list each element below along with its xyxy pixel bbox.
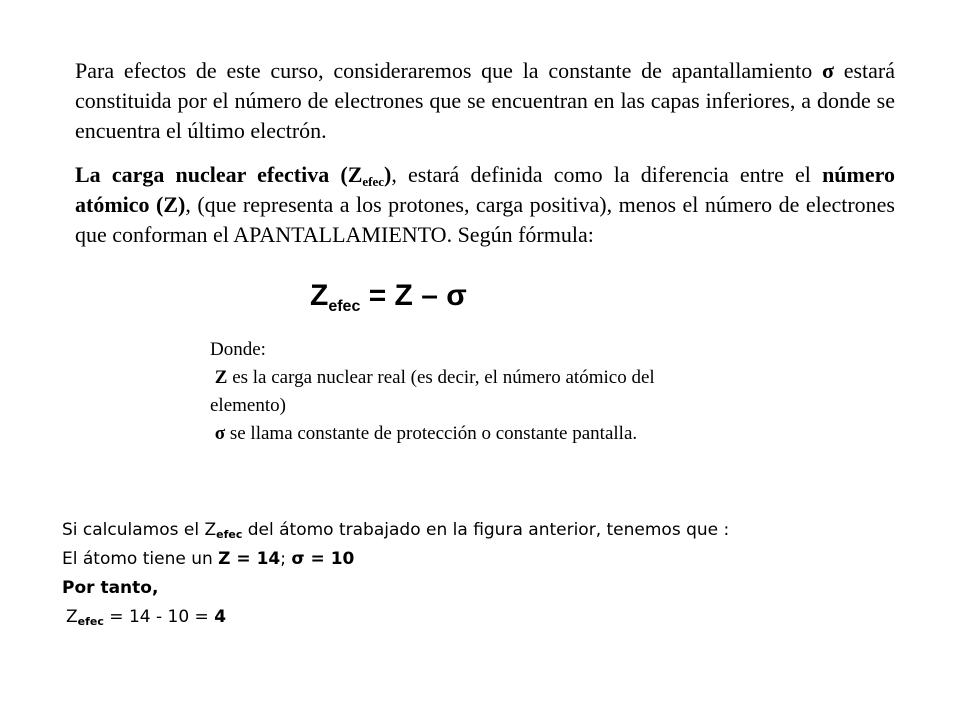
paragraph1-text-b: estará constituida por el número de electrones que se encuentran en las capas inferiores, a donde se encuentra el último electrón. — [75, 58, 895, 143]
definitions-heading: Donde: — [210, 339, 266, 360]
definition-z — [210, 364, 670, 420]
calc-line1-text-b: del átomo trabajado en la figura anterior, tenemos que : — [242, 520, 730, 540]
definition-sigma-text: se llama constante de protección o constante pantalla. — [225, 423, 638, 444]
calc-line4-subscript: efec — [77, 615, 104, 628]
calc-line2-z-value: Z = 14 — [218, 549, 281, 569]
formula-subscript: efec — [328, 298, 361, 315]
sigma-symbol: σ — [821, 58, 834, 83]
effective-charge-subscript: efec — [362, 174, 385, 189]
calc-line2-text-a: El átomo tiene un — [62, 549, 219, 569]
effective-charge-formula — [310, 276, 467, 316]
calculation-line-4 — [62, 603, 729, 632]
calc-line2-sigma-value: σ = 10 — [291, 549, 355, 569]
calculation-line-2 — [62, 545, 729, 574]
calculation-block — [62, 516, 729, 632]
calc-line3-text: Por tanto, — [62, 578, 159, 598]
paragraph2-text-a: , estará definida como la diferencia entre el — [391, 162, 823, 187]
paragraph1-text-a: Para efectos de este curso, consideraremos que la constante de apantallamiento — [75, 58, 822, 83]
calculation-line-3 — [62, 574, 729, 603]
calc-line4-z: Z — [66, 607, 78, 627]
definition-sigma-symbol: σ — [214, 423, 226, 444]
paragraph-effective-charge — [75, 160, 895, 250]
calc-line4-result: 4 — [214, 607, 227, 627]
formula-rest: = Z – σ — [360, 279, 467, 312]
calc-line4-expression: = 14 - 10 = — [103, 607, 215, 627]
calc-line1-subscript: efec — [216, 528, 243, 541]
effective-charge-term-text: La carga nuclear efectiva (Z — [75, 162, 363, 187]
definitions-block — [210, 336, 670, 448]
calculation-line-1 — [62, 516, 729, 545]
calc-line1-text-a: Si calculamos el Z — [62, 520, 217, 540]
formula-z: Z — [310, 279, 329, 312]
paragraph2-text-b: , (que representa a los protones, carga positiva), menos el número de electrones que conforman el APANTALLAMIENTO. Según fórmula: — [75, 192, 895, 247]
effective-charge-term-close: ) — [384, 162, 392, 187]
paragraph-shielding-constant — [75, 56, 895, 146]
definition-sigma — [210, 420, 670, 448]
definition-z-text: es la carga nuclear real (es decir, el número atómico del elemento) — [210, 367, 655, 416]
effective-charge-term — [75, 162, 391, 187]
calc-line2-separator: ; — [280, 549, 292, 569]
atomic-number-term: número atómico (Z) — [75, 162, 895, 217]
definition-z-symbol: Z — [214, 367, 228, 388]
